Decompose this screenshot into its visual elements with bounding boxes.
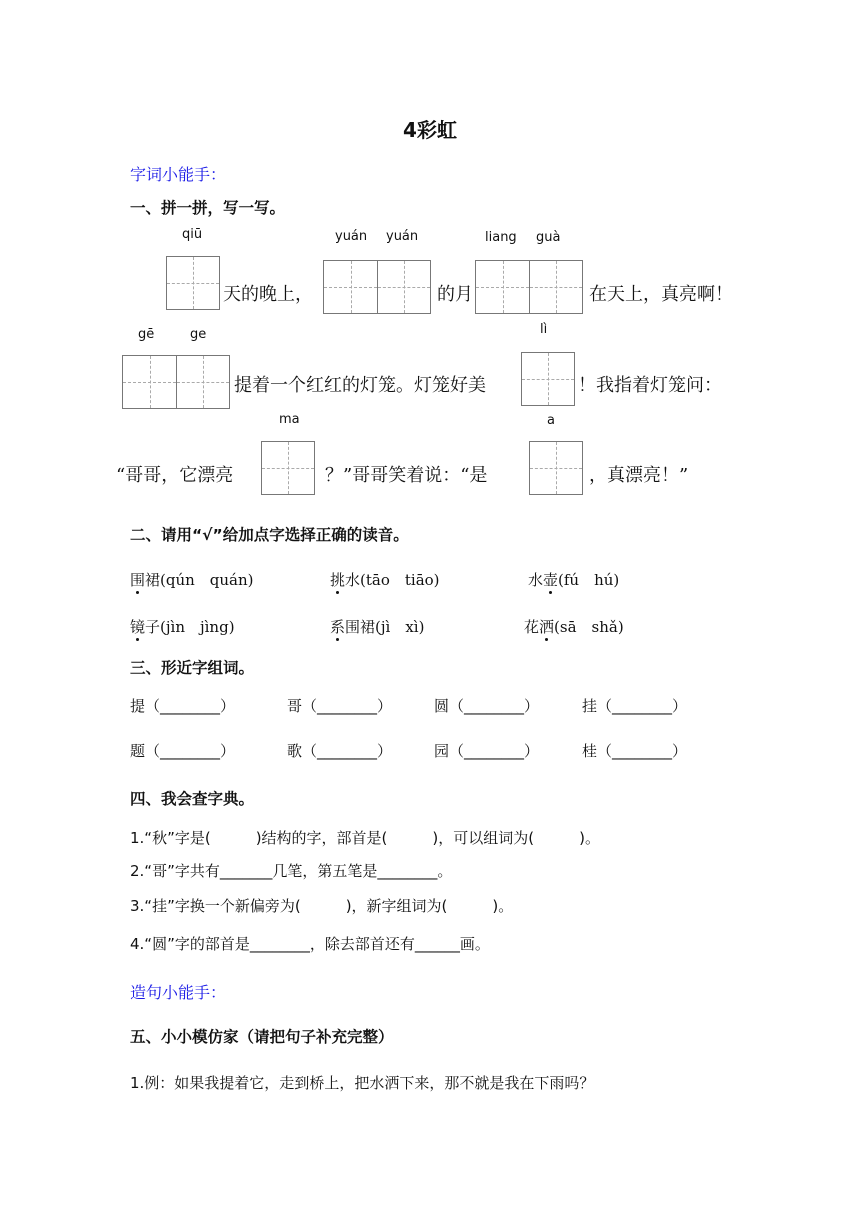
- similar-char-item: 题（________）: [130, 742, 236, 760]
- similar-char-item: 歌（________）: [287, 742, 393, 760]
- pinyin-yuan: yuán: [335, 229, 368, 244]
- dictionary-question: 4.“圆”字的部首是________，除去部首还有______画。: [130, 935, 490, 953]
- similar-char-item: 提（________）: [130, 697, 236, 715]
- dictionary-question: 2.“哥”字共有_______几笔，第五笔是________。: [130, 862, 453, 880]
- similar-char-item: 挂（________）: [582, 697, 688, 715]
- writing-grid[interactable]: [166, 256, 220, 310]
- reading-option: 系围裙(jì xì): [330, 618, 425, 636]
- section-label-sentences: 造句小能手：: [130, 983, 227, 1002]
- example-sentence: 1.例：如果我提着它，走到桥上，把水洒下来，那不就是我在下雨吗？: [130, 1074, 595, 1092]
- reading-option: 围裙(qún quán): [130, 571, 254, 589]
- pinyin-gua: guà: [536, 230, 561, 245]
- question-4-heading: 四、我会查字典。: [130, 790, 255, 808]
- similar-char-item: 圆（________）: [434, 697, 540, 715]
- sentence-text: “哥哥，它漂亮: [116, 465, 234, 486]
- pinyin-yuan: yuán: [386, 229, 419, 244]
- pinyin-a: a: [547, 413, 555, 428]
- similar-char-item: 园（________）: [434, 742, 540, 760]
- sentence-text: 天的晚上，: [223, 284, 313, 305]
- writing-grid[interactable]: [323, 260, 431, 314]
- writing-grid[interactable]: [122, 355, 230, 409]
- sentence-text: ！我指着灯笼问：: [578, 375, 722, 396]
- question-5-heading: 五、小小模仿家（请把句子补充完整）: [130, 1028, 394, 1046]
- pinyin-liang: liang: [485, 230, 517, 245]
- sentence-text: 提着一个红红的灯笼。灯笼好美: [234, 375, 486, 396]
- reading-option: 花洒(sā shǎ): [524, 618, 624, 636]
- dictionary-question: 3.“挂”字换一个新偏旁为( )，新字组词为( )。: [130, 897, 514, 915]
- reading-option: 挑水(tāo tiāo): [330, 571, 440, 589]
- pinyin-ma: ma: [279, 412, 300, 427]
- sentence-text: ？”哥哥笑着说：“是: [325, 465, 488, 486]
- pinyin-ge: gē: [138, 327, 155, 342]
- writing-grid[interactable]: [261, 441, 315, 495]
- sentence-text: ，真漂亮！”: [589, 465, 689, 486]
- reading-option: 水壶(fú hú): [528, 571, 620, 589]
- dictionary-question: 1.“秋”字是( )结构的字，部首是( )，可以组词为( )。: [130, 829, 600, 847]
- question-3-heading: 三、形近字组词。: [130, 659, 255, 677]
- similar-char-item: 哥（________）: [287, 697, 393, 715]
- page-title: 4彩虹: [403, 118, 457, 142]
- reading-option: 镜子(jìn jìng): [130, 618, 235, 636]
- pinyin-qiu: qiū: [182, 227, 203, 242]
- pinyin-li: lì: [540, 322, 548, 337]
- section-label-words: 字词小能手：: [130, 165, 227, 184]
- writing-grid[interactable]: [521, 352, 575, 406]
- sentence-text: 在天上，真亮啊！: [589, 284, 733, 305]
- writing-grid[interactable]: [529, 441, 583, 495]
- sentence-text: 的月: [437, 284, 473, 305]
- similar-char-item: 桂（________）: [582, 742, 688, 760]
- pinyin-ge: ge: [190, 327, 207, 342]
- question-1-heading: 一、拼一拼，写一写。: [130, 199, 286, 217]
- question-2-heading: 二、请用“√”给加点字选择正确的读音。: [130, 526, 409, 544]
- writing-grid[interactable]: [475, 260, 583, 314]
